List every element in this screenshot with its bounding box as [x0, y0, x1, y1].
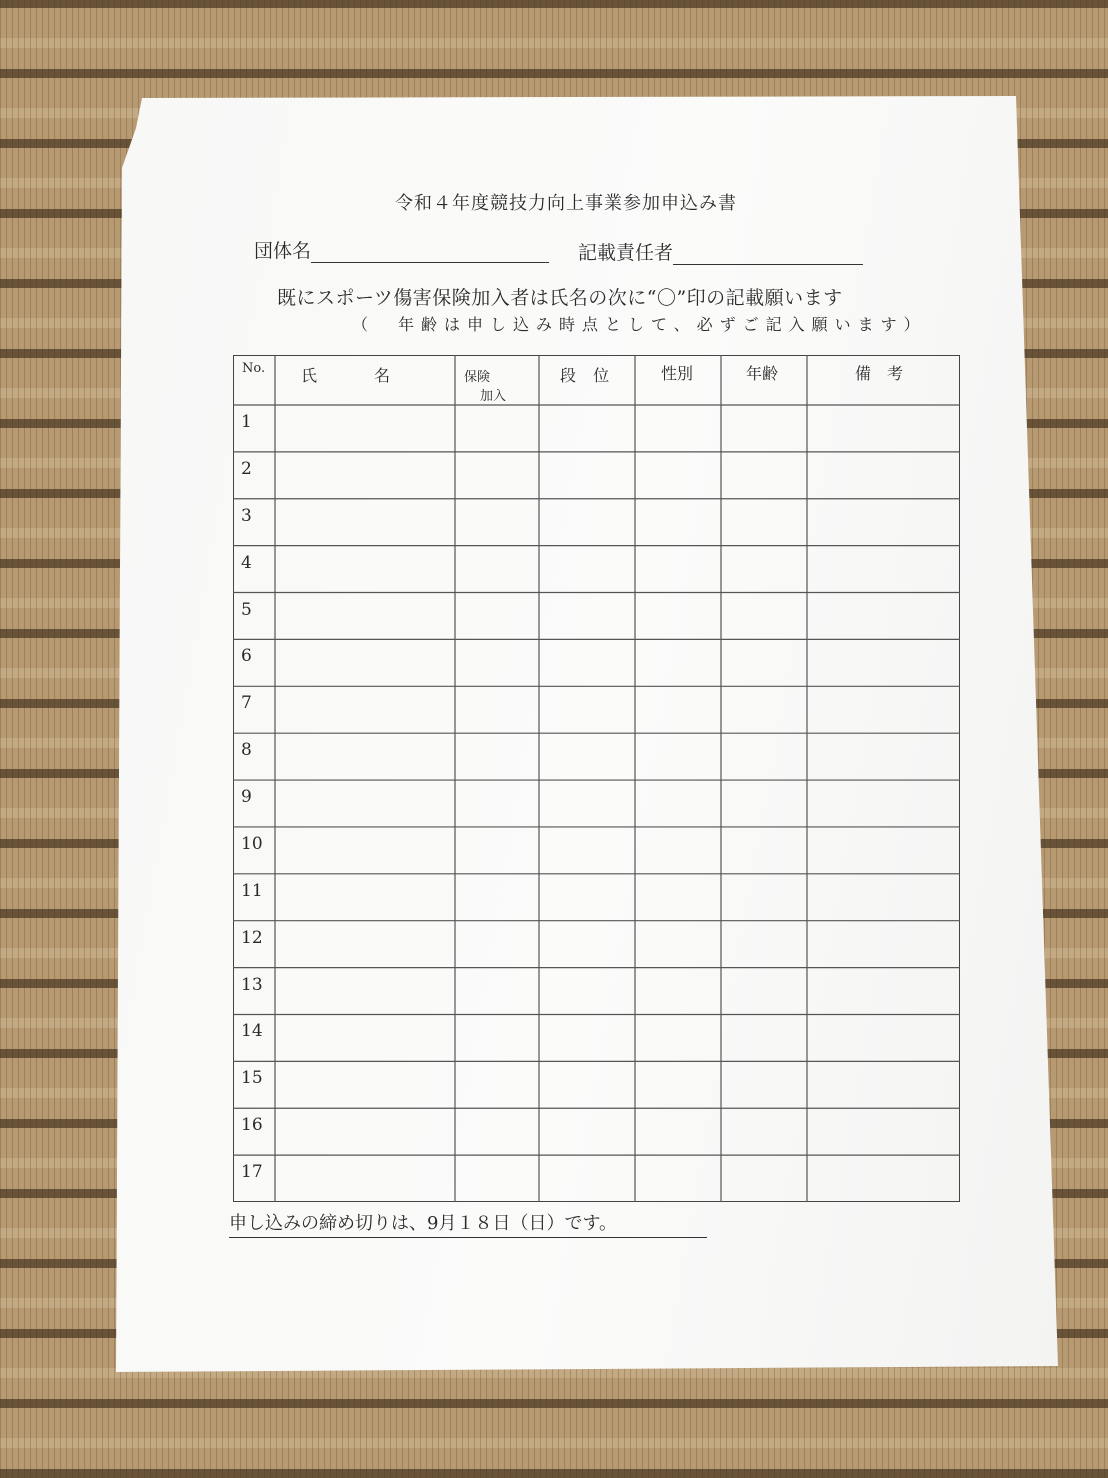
row-number: 13 [241, 974, 263, 995]
row-number: 12 [241, 927, 263, 948]
header-name-2: 名 [374, 366, 391, 385]
row-number: 11 [241, 880, 263, 901]
row-number: 1 [241, 412, 252, 432]
group-name-field [254, 236, 549, 263]
row-number: 14 [241, 1021, 263, 1042]
row-number: 5 [241, 599, 252, 620]
recorder-label: 記載責任者 [578, 242, 674, 264]
insurance-notice: 既にスポーツ傷害保険加入者は氏名の次に“〇”印の記載願います [277, 287, 843, 309]
table-gridlines [233, 355, 960, 1202]
header-remarks: 備 考 [855, 364, 904, 383]
row-number: 8 [241, 740, 252, 761]
group-name-label: 団体名 [254, 240, 312, 262]
header-insurance-1: 保険 [464, 370, 491, 385]
row-number: 4 [241, 552, 252, 573]
header-insurance-2: 加入 [480, 389, 507, 404]
row-number: 15 [241, 1068, 263, 1089]
row-number: 10 [241, 833, 263, 854]
recorder-blank [673, 242, 863, 265]
row-number: 16 [241, 1115, 263, 1136]
form-title: 令和４年度競技力向上事業参加申込み書 [395, 193, 737, 214]
participant-table [233, 355, 960, 1202]
age-notice: （ 年齢は申し込み時点として、必ずご記入願います） [352, 315, 927, 334]
header-rank: 段 位 [560, 366, 616, 385]
header-sex: 性別 [661, 364, 694, 383]
header-age: 年齢 [746, 364, 779, 383]
row-number: 7 [241, 693, 252, 714]
row-number: 3 [241, 505, 252, 526]
row-number: 2 [241, 458, 252, 479]
recorder-field [578, 238, 863, 265]
header-no: No. [242, 361, 266, 376]
group-name-blank [311, 240, 549, 263]
row-number: 6 [241, 646, 252, 667]
header-name-1: 氏 [301, 366, 318, 385]
deadline-note: 申し込みの締め切りは、9月１８日（日）です。 [229, 1209, 707, 1238]
row-number: 17 [241, 1162, 263, 1183]
row-number: 9 [241, 787, 252, 808]
